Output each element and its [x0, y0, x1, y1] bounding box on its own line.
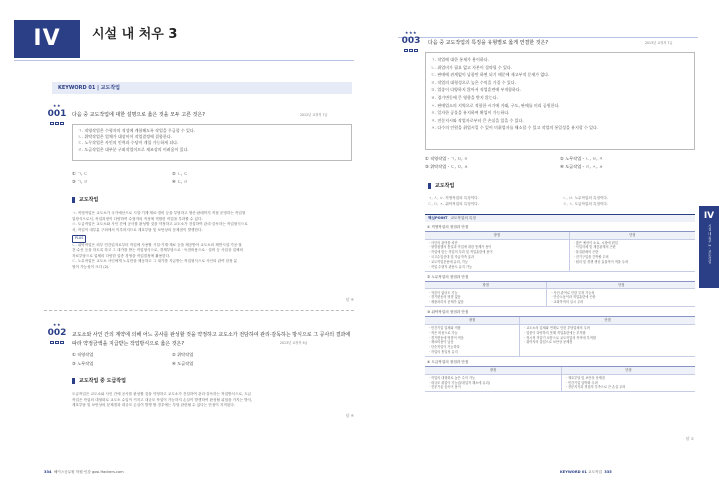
question-number-block	[44, 103, 70, 125]
statement: ㄴ. 위탁작업은 업체가 대상이어 작업결정에 결합한다.	[78, 134, 172, 140]
table-caption: ② 노무작업의 장점과 단점	[427, 274, 469, 279]
choice[interactable]: ④ ㄷ, ㄹ	[172, 178, 188, 184]
footer-left: 334 해커스공무원 학원·인강 gosi.Hackers.com	[44, 470, 124, 474]
question-text: 다음 중 교도작업의 특징을 유형별로 옳게 연결한 것은?	[428, 40, 549, 46]
answer-choices	[72, 352, 272, 366]
choice[interactable]: ① 직영작업	[72, 352, 94, 357]
explanation-heading: 교도작업	[428, 183, 454, 190]
difficulty-stars: ★★	[52, 103, 62, 108]
choice[interactable]: ② 위탁작업	[172, 352, 194, 357]
answer-choices	[72, 171, 272, 184]
table-caption: ① 직영작업의 장점과 단점	[427, 224, 469, 229]
question-text: 다음 중 교도작업에 대한 설명으로 옳은 것을 모두 고른 것은?	[72, 112, 205, 118]
choice[interactable]: ④ 도급작업	[172, 360, 194, 366]
choice[interactable]: ① 직영작업 - ㄱ, ㅁ, ㅇ	[425, 156, 468, 161]
answer-label: 답 ①	[685, 436, 694, 441]
choice[interactable]: ④ 도급작업 - ㄹ, ㅅ, ㅊ	[560, 163, 603, 169]
key-point-header: 핵심POINT 교도작업의 특징	[425, 214, 695, 222]
pros-cons-table: 장점 단점 · 자본이 없어도 가능 · 경기변동의 영향 없음 · 제품처리의 문제가 없음 · 사인 관여로 인한 부정 가능성 · 단순노동이라 직업훈련에 곤란 · 교화목적의 실시 우려	[425, 281, 695, 307]
keyword-bar: KEYWORD 01 | 교도작업	[52, 82, 352, 94]
choice[interactable]: ① ㄱ, ㄷ	[72, 171, 88, 176]
statement: ㄱ. 직영작업은 수형자의 적성에 계합해도록 작업을 무급할 수 있다.	[78, 128, 196, 133]
footer-right: KEYWORD 01 교도작업 335	[560, 470, 612, 474]
choice[interactable]: ③ 위탁작업 - ㄷ, ㅁ, ㅊ	[425, 163, 468, 169]
choice[interactable]: ② ㄴ, ㄷ	[172, 171, 188, 176]
explanation-body: ㄱ, ㅅ, ㅇ. 직영작업의 특징이다. ㄴ, ㅂ. 노무작업의 특징이다. ㄷ, ㅁ, ㅈ. 위탁작업의 특징이다. ㄹ, ㅊ. 도급작업의 특징이다.	[428, 196, 609, 206]
question-source: 2012년 교정직 7급	[300, 113, 328, 117]
choice[interactable]: ② 노무작업 - ㄴ, ㅂ, ㅈ	[560, 156, 603, 161]
explanation-heading: 교도작업 중 도급작업	[72, 378, 126, 385]
chapter-number-box: IV	[14, 20, 80, 58]
key-point-box	[425, 214, 695, 392]
plus-tag: PLUS	[72, 235, 86, 242]
question-text: 교도소와 사인 간의 계약에 의해 어느 공사를 완성할 것을 약정하고 교도소가 전담하여 관리·감독하는 방식으로 그 공사의 결과에 따라 약정금액을 지급받는 작업방식으로 옳은 것은?	[72, 332, 351, 347]
question-number-block: ★★ 002	[44, 322, 70, 344]
question-number: 001	[47, 109, 67, 120]
check-boxes	[44, 122, 70, 125]
statement-box	[72, 124, 352, 161]
divider	[44, 310, 354, 311]
chapter-title: 시설 내 처우 3	[92, 27, 178, 42]
statement: ㄹ. 도급작업은 대부분 구외작업이므로 제조상의 어려움이 있다.	[78, 146, 189, 152]
choice[interactable]: ③ 노무작업	[72, 360, 94, 366]
answer-choices	[425, 156, 695, 169]
table-caption: ④ 도급작업의 장점과 단점	[427, 359, 469, 364]
statement-box: ㄱ. 작업에 대한 통제가 용이하다. ㄴ. 취업비가 필요 없고 자본이 절약될 수 있다. ㄷ. 판매에 관계없이 납품만 하면 되기 때문에 재고부적 문제가 없다. ㄹ. 작업의 대형성으로 높은 수익을 가질 수 있다. ㅁ. 업종이 다양하지 않아서 직업훈련에 부적합하다. ㅂ. 경기변동에 큰 영향을 받지 않는다. ㅅ. 판매업소의 지역으로 적합한 시기에 거래, 구도, 판매를 미리 공원한다. ㅇ. 일자한 공물을 유지하여 확입이 가능하다. ㅈ. 전문지시와 작업자로부터 큰 손실을 있을 수 있다. ㅊ. 다수의 인원을 취업시킬 수 있어 미취업자를 해소할 수 있고 작업의 통일성을 유지할 수 있다.	[425, 52, 695, 150]
pros-cons-table: 장점 단점 · 사인의 관여를 차단 · 형벌집행의 통일과 작업에 대한 통제가 용이 · 작업에 맞는 작업의 부과 및 직업훈련에 용이 · 국고수입증대 및 자급자족 효과 · 교도작업운용에 유리, 가능 · 작업 수형자 관용도 유지 가능 · 많은 예산이 소요, 시장에 편입 · 사업자체 및 계층관계의 곤란 · 물질판매의 곤란 · 전기구입을 긴박할 우려 · 원리 및 경쟁 생상 효율적이 적을 우려	[425, 231, 695, 271]
chapter-side-tab[interactable]: IV 시설 내 처우 3 · 교도작업	[699, 206, 719, 288]
divider	[14, 60, 354, 61]
pros-cons-table: 장점 단점 · 작업의 대형화로 높은 수익 가능 · 대규모 취업이 가능(불취업자 해소에 유리) · 전문기술 습득이 용이 · 계호부담 및 보안상 문제점 · 민간기업 압박화 우려 · 전문지식과 경험의 부족으로 큰 손실 우려	[425, 366, 695, 392]
answer-label: 답 ④	[345, 297, 354, 302]
table-caption: ③ 위탁작업의 장점과 단점	[427, 310, 469, 315]
answer-label: 답 ④	[345, 413, 354, 418]
question-source: 2013년 교정직 7급	[645, 41, 673, 45]
question-number-block: ★★★ 003	[398, 30, 424, 52]
choice[interactable]: ③ ㄱ, ㄹ	[72, 178, 88, 184]
question-source: 2013년 교정직 9급	[280, 341, 308, 345]
divider	[398, 37, 698, 38]
statement: ㄷ. 노무작업은 사인의 인력과 수당이 개입 가능하게 되다.	[78, 140, 179, 146]
explanation-body: 도급작업은 교도소와 사인 간에 공사를 완성할 것을 약정하고 교도소가 건설하여 관리·감독하는 작업방식으로, 도급 작업은 작업의 대형화로 교도소 수입이 커지고 대규모 작업이 가능하지 손실이 발생하여 완성될 위험을 가지는 방식, 계호부담 및 보안상의 문제점과 대규모 손실이 발생 할 경우에는 부담 관련될 수 있다는 단점이 지적된다.	[72, 392, 253, 408]
explanation-body: ㄱ. 직영작업은 교도소가 국가예산으로 시설·기계·재료·경비 등을 부담하고 생산·판매까지 직접 운영하는 작업형 업장식으로서, 작업과정이 다양하여 수형자의 적성에 적합한 작업을 부과할 수 있다. ㄹ. 도급작업은 교도소와 사인 간에 공사를 완성할 것을 약정하고 교도소가 건설하여 관리·감독하는 작업형식으로 서, 작업이 대부분 구외에서 이루어지므로 계호부담 및 보안상의 문제점이 발생한다. PLUS ㄴ. 위탁작업은 외부 민간업자로부터 작업에 사용할 시설·기계·재료 등을 제공받아 교도소의 제반시설 가공·물 건·수선 등을 하도록 하고 그 대가를 받는 작업형식으로, 경제부담으로 · 독점비용으로 · 설비 등 사업상 업체의 자료부담으로 업체의 다양한 업종 경영을 작업결정에 활용한다. ㄷ. 노무작업은 교도소 사인에게 노무만을 제공하고 그 대가를 지급받는 작업형식으로 사인의 관여 한정 분 영이 가능성이 크다 (2).	[72, 211, 248, 269]
pros-cons-table: 장점 단점 · 민간기업 업체와 적합 · 적은 비용으로 가능 · 경기변동에 영향이 적음 · 재료비용이 낮음 · 단순작업이 가능하다 · 작업의 통일성 유지 · 교도소의 업체와 연계로 인한 부당업체의 우려 · 업종이 다양하지 못해 직업훈련에는 부적합 · 정시적 작업기 보통으로 교도작업의 목적에 부적합 · 위탁자의 출입으로 보안상 문제점	[425, 316, 695, 356]
explanation-heading: 교도작업	[72, 197, 98, 204]
